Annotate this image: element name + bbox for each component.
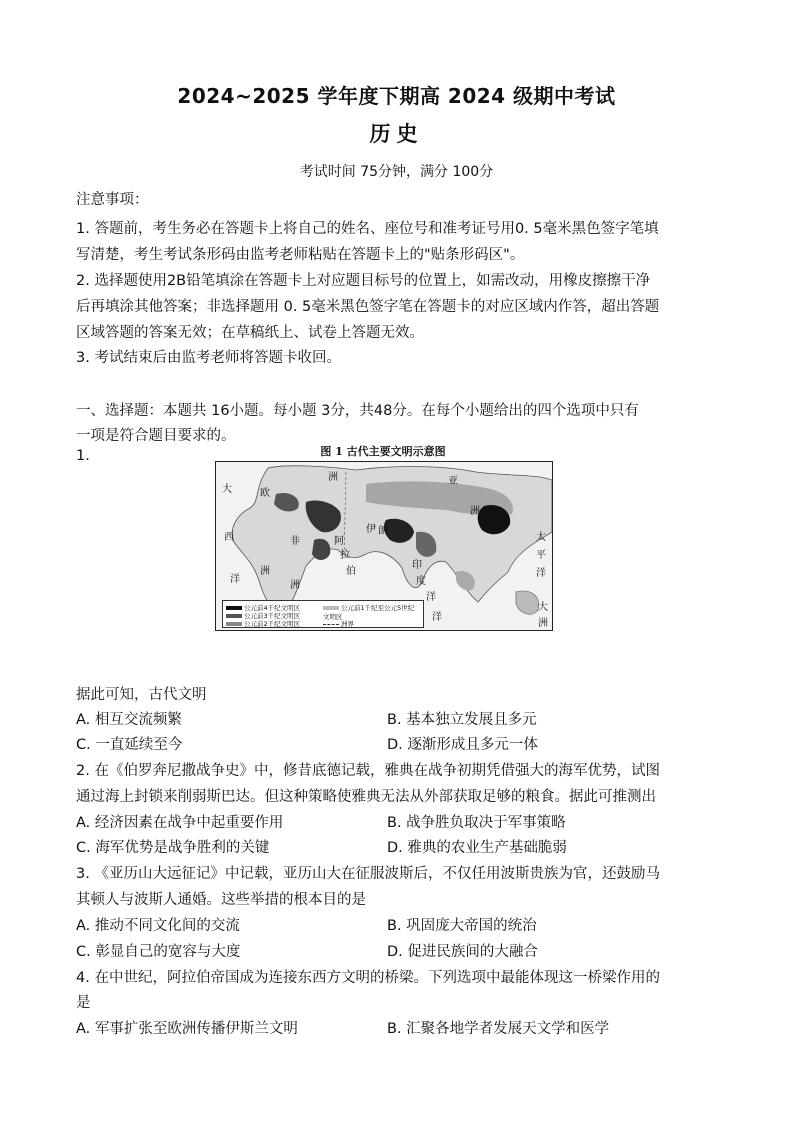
- map-label: 伯: [346, 566, 356, 577]
- notice-line: 2. 选择题使用2B铅笔填涂在答题卡上对应题目标号的位置上，如需改动，用橡皮擦擦干净: [76, 273, 651, 289]
- question-number: 1.: [76, 448, 90, 464]
- question-stem: 据此可知，古代文明: [76, 687, 207, 703]
- map-label: 洲: [260, 566, 270, 577]
- map-label: 大: [222, 484, 232, 495]
- legend-item: 公元前3千纪文明区: [226, 611, 300, 620]
- option-c: C. 彰显自己的宽容与大度: [76, 944, 241, 960]
- question-stem: 3. 《亚历山大远征记》中记载，亚历山大在征服波斯后，不仅任用波斯贵族为官，还鼓励马: [76, 866, 660, 882]
- map-label: 太: [536, 532, 546, 543]
- option-c: C. 海军优势是战争胜利的关键: [76, 840, 270, 856]
- legend-item: 公元前4千纪文明区: [226, 603, 300, 612]
- exam-subject: 历史: [369, 122, 424, 146]
- question-stem: 其顿人与波斯人通婚。这些举措的根本目的是: [76, 892, 366, 908]
- legend-item: 公元前1千纪至公元5世纪文明区: [323, 604, 415, 621]
- map-label: 洲: [328, 472, 338, 483]
- legend-swatch: [323, 606, 339, 610]
- legend-item: 洲界: [323, 619, 354, 628]
- map-label: 洋: [536, 568, 546, 579]
- notice-line: 后再填涂其他答案；非选择题用 0. 5毫米黑色签字笔在答题卡的对应区域内作答，超出答题: [76, 299, 660, 315]
- legend-swatch: [226, 622, 242, 626]
- map-label: 洋: [432, 612, 442, 623]
- exam-meta: 考试时间 75分钟，满分 100分: [299, 164, 494, 180]
- map-label: 阿: [334, 536, 344, 547]
- map-title: 图 1 古代主要文明示意图: [320, 445, 446, 458]
- legend-item: 公元前2千纪文明区: [226, 619, 300, 628]
- map-label: 洋: [230, 574, 240, 585]
- map-label: 度: [416, 576, 426, 587]
- option-a: A. 推动不同文化间的交流: [76, 918, 240, 934]
- legend-swatch: [226, 614, 242, 618]
- legend-swatch: [226, 606, 242, 610]
- notice-heading: 注意事项：: [76, 192, 149, 208]
- option-d: D. 雅典的农业生产基础脆弱: [387, 840, 567, 856]
- civilization-map: [213, 443, 553, 631]
- notice-line: 写清楚，考生考试条形码由监考老师粘贴在答题卡上的"贴条形码区"。: [76, 247, 525, 263]
- map-label: 洲: [538, 618, 548, 629]
- map-label: 平: [536, 550, 546, 561]
- notice-line: 1. 答题前，考生务必在答题卡上将自己的姓名、座位号和准考证号用0. 5毫米黑色签字笔填: [76, 221, 659, 237]
- option-a: A. 相互交流频繁: [76, 712, 182, 728]
- question-stem: 通过海上封锁来削弱斯巴达。但这种策略使雅典无法从外部获取足够的粮食。据此可推测出: [76, 789, 656, 805]
- map-label: 印: [412, 560, 422, 571]
- notice-line: 区域答题的答案无效；在草稿纸上、试卷上答题无效。: [76, 325, 424, 341]
- option-a: A. 经济因素在战争中起重要作用: [76, 815, 284, 831]
- notice-line: 3. 考试结束后由监考老师将答题卡收回。: [76, 350, 341, 366]
- map-label: 洲: [470, 506, 480, 517]
- map-label: 非: [290, 536, 300, 547]
- map-legend: [222, 600, 424, 628]
- option-b: B. 战争胜负取决于军事策略: [387, 815, 566, 831]
- option-b: B. 巩固庞大帝国的统治: [387, 918, 537, 934]
- map-label: 大: [538, 602, 548, 613]
- map-label: 亚: [448, 476, 458, 487]
- section-instruction: 一项是符合题目要求的。: [76, 428, 236, 444]
- question-stem: 4. 在中世纪，阿拉伯帝国成为连接东西方文明的桥梁。下列选项中最能体现这一桥梁作用的: [76, 970, 660, 986]
- map-label: 洋: [426, 592, 436, 603]
- question-stem: 2. 在《伯罗奔尼撒战争史》中，修昔底德记载，雅典在战争初期凭借强大的海军优势，试图: [76, 763, 660, 779]
- question-stem: 是: [76, 995, 91, 1011]
- option-a: A. 军事扩张至欧洲传播伊斯兰文明: [76, 1021, 298, 1037]
- map-label: 洲: [290, 580, 300, 591]
- option-b: B. 汇聚各地学者发展天文学和医学: [387, 1021, 610, 1037]
- option-d: D. 逐渐形成且多元一体: [387, 737, 538, 753]
- map-label: 伊: [366, 524, 376, 535]
- option-b: B. 基本独立发展且多元: [387, 712, 537, 728]
- option-c: C. 一直延续至今: [76, 737, 183, 753]
- map-label: 西: [224, 532, 234, 543]
- map-label: 朗: [378, 526, 388, 537]
- option-d: D. 促进民族间的大融合: [387, 944, 538, 960]
- section-instruction: 一、选择题：本题共 16小题。每小题 3分，共48分。在每个小题给出的四个选项中只有: [76, 403, 639, 419]
- legend-swatch: [323, 624, 339, 625]
- exam-title: 2024~2025 学年度下期高 2024 级期中考试: [177, 84, 616, 108]
- map-frame: [215, 461, 553, 631]
- map-label: 拉: [340, 550, 350, 561]
- map-label: 欧: [260, 488, 270, 499]
